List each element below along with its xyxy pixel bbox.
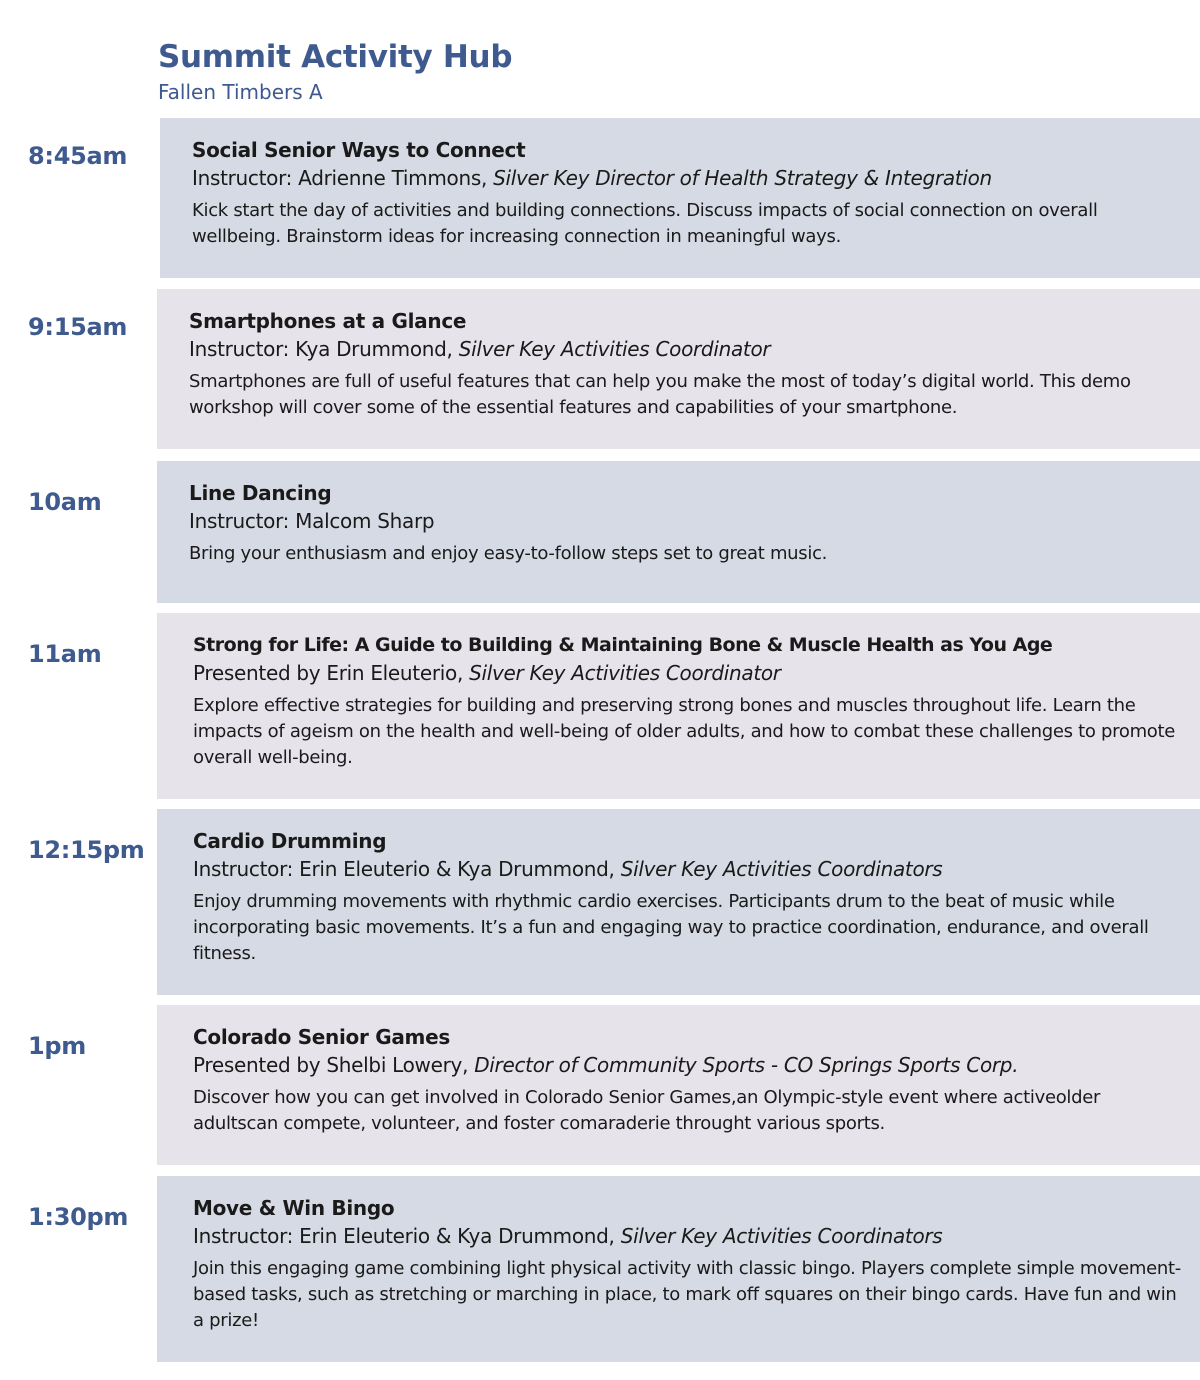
- instructor-role: Silver Key Activities Coordinators: [620, 857, 943, 881]
- event-description: Join this engaging game combining light physical activity with classic bingo. Players complete simple movement-based tasks, such as stretching or marching in place, to mark off squares on their bingo cards. Have fun and win a prize!: [193, 1258, 1181, 1331]
- schedule-row: [0, 289, 1200, 449]
- event-instructor: [193, 1051, 1186, 1079]
- event-title: Move & Win Bingo: [193, 1196, 395, 1220]
- event-instructor: [189, 507, 1186, 535]
- event-description: Kick start the day of activities and building connections. Discuss impacts of social connection on overall wellbeing. Brainstorm ideas for increasing connection in meaningful ways.: [192, 200, 1098, 247]
- event-time: 12:15pm: [28, 836, 145, 864]
- event-content: [189, 479, 1186, 567]
- event-description: Enjoy drumming movements with rhythmic cardio exercises. Participants drum to the beat of music while incorporating basic movements. It’s a fun and engaging way to practice coordination, endurance, and overall fitness.: [193, 891, 1149, 964]
- event-title: Smartphones at a Glance: [189, 309, 467, 333]
- event-content: [193, 1023, 1186, 1137]
- location-subtitle: Fallen Timbers A: [158, 80, 323, 104]
- instructor-name: Presented by Shelbi Lowery,: [193, 1053, 469, 1077]
- instructor-name: Instructor: Erin Eleuterio & Kya Drummond,: [193, 857, 615, 881]
- event-card: [160, 118, 1200, 278]
- event-description: Smartphones are full of useful features that can help you make the most of today’s digital world. This demo workshop will cover some of the essential features and capabilities of your smartphone.: [189, 371, 1131, 418]
- event-title: Colorado Senior Games: [193, 1025, 450, 1049]
- instructor-role: Director of Community Sports - CO Springs Sports Corp.: [474, 1053, 1019, 1077]
- event-card: [157, 1005, 1200, 1165]
- instructor-role: Silver Key Activities Coordinators: [620, 1224, 943, 1248]
- event-instructor: [193, 855, 1186, 883]
- event-time: 1:30pm: [28, 1203, 129, 1231]
- instructor-role: Silver Key Activities Coordinator: [469, 661, 781, 685]
- event-content: [193, 827, 1186, 967]
- instructor-name: Presented by Erin Eleuterio,: [193, 661, 464, 685]
- event-time: 9:15am: [28, 313, 128, 341]
- schedule-row: [0, 809, 1200, 995]
- event-time: 10am: [28, 488, 102, 516]
- event-card: [157, 809, 1200, 995]
- event-content: [193, 1194, 1186, 1334]
- instructor-name: Instructor: Erin Eleuterio & Kya Drummond,: [193, 1224, 615, 1248]
- event-time: 11am: [28, 640, 102, 668]
- event-instructor: [193, 1222, 1186, 1250]
- instructor-name: Instructor: Kya Drummond,: [189, 337, 453, 361]
- event-content: [193, 631, 1186, 771]
- event-instructor: [193, 659, 1186, 687]
- schedule-row: [0, 1176, 1200, 1362]
- page-title: Summit Activity Hub: [158, 39, 513, 75]
- schedule-header: [158, 38, 512, 106]
- event-card: [157, 289, 1200, 449]
- instructor-role: Silver Key Activities Coordinator: [458, 337, 771, 361]
- event-title: Line Dancing: [189, 481, 332, 505]
- event-content: [192, 136, 1186, 250]
- event-time: 1pm: [28, 1032, 86, 1060]
- event-card: [157, 461, 1200, 603]
- event-description: Discover how you can get involved in Colorado Senior Games,an Olympic-style event where activeolder adultscan compete, volunteer, and foster comaraderie throught various sports.: [193, 1087, 1101, 1134]
- event-time: 8:45am: [28, 142, 128, 170]
- event-title: Cardio Drumming: [193, 829, 387, 853]
- event-content: [189, 307, 1186, 421]
- instructor-role: Silver Key Director of Health Strategy & Integration: [493, 166, 992, 190]
- schedule-row: [0, 613, 1200, 799]
- event-title: Strong for Life: A Guide to Building & Maintaining Bone & Muscle Health as You Age: [193, 634, 1053, 656]
- schedule-row: [0, 118, 1200, 278]
- schedule-row: [0, 461, 1200, 603]
- event-instructor: [192, 164, 1186, 192]
- event-card: [157, 613, 1200, 799]
- event-instructor: [189, 335, 1186, 363]
- instructor-name: Instructor: Malcom Sharp: [189, 509, 435, 533]
- schedule-row: [0, 1005, 1200, 1165]
- event-description: Bring your enthusiasm and enjoy easy-to-follow steps set to great music.: [189, 543, 828, 564]
- event-card: [157, 1176, 1200, 1362]
- instructor-name: Instructor: Adrienne Timmons,: [192, 166, 488, 190]
- event-description: Explore effective strategies for building and preserving strong bones and muscles throughout life. Learn the impacts of ageism on the health and well-being of older adults, and how to combat these challenges to promote overall well-being.: [193, 695, 1176, 768]
- event-title: Social Senior Ways to Connect: [192, 138, 526, 162]
